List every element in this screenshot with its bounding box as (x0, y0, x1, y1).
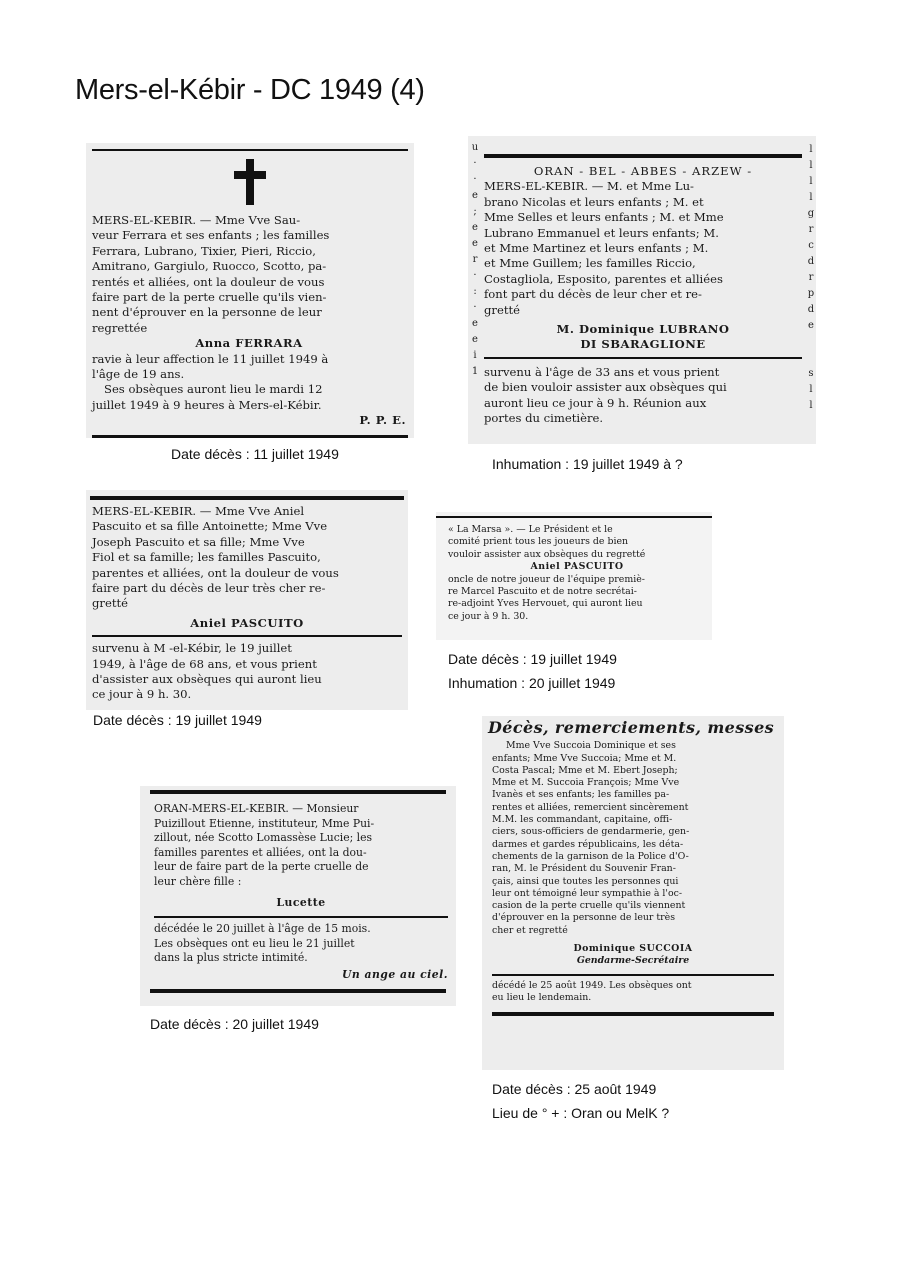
text-line: parentes et alliées, ont la douleur de vous (92, 565, 339, 580)
text-line: darmes et gardes républicains, les déta- (492, 838, 684, 850)
caption: Lieu de ° + : Oran ou MelK ? (492, 1105, 670, 1121)
rule (484, 357, 802, 359)
text-line: survenu à l'âge de 33 ans et vous prient (484, 364, 720, 379)
deceased-name: M. Dominique LUBRANO (556, 322, 730, 337)
caption: Date décès : 11 juillet 1949 (171, 446, 339, 462)
text-line: leur de faire part de la perte cruelle de (154, 860, 369, 874)
text-line: MERS-EL-KEBIR. — M. et Mme Lu- (484, 179, 694, 194)
text-line: comité prient tous les joueurs de bien (448, 536, 629, 548)
text-line: ciers, sous-officiers de gendarmerie, gen- (492, 826, 690, 838)
text-line: enfants; Mme Vve Succoia; Mme et M. (492, 752, 677, 764)
text-line: auront lieu ce jour à 9 h. Réunion aux (484, 395, 707, 410)
deceased-rank: Gendarme-Secrétaire (576, 955, 690, 967)
text-line: re-adjoint Yves Hervouet, qui auront lieu (448, 598, 643, 610)
text-line: gretté (484, 302, 521, 317)
deceased-name: Aniel PASCUITO (530, 561, 624, 573)
text-line: portes du cimetière. (484, 411, 604, 426)
text-line: Lubrano Emmanuel et leurs enfants; M. (484, 225, 719, 240)
text-line: Ses obsèques auront lieu le mardi 12 (104, 382, 323, 397)
text-line: Ferrara, Lubrano, Tixier, Pieri, Riccio, (92, 243, 316, 258)
text-line: zillout, née Scotto Lomassèse Lucie; les (154, 831, 373, 845)
text-line: Fiol et sa famille; les familles Pascuito, (92, 550, 321, 565)
text-line: nent d'éprouver en la personne de leur (92, 305, 322, 320)
text-line: faire part de la perte cruelle qu'ils vien- (92, 290, 327, 305)
text-line: Mme et M. Succoia François; Mme Vve (492, 777, 680, 789)
deceased-name-suffix: DI SBARAGLIONE (580, 337, 706, 352)
text-line: Costa Pascal; Mme et M. Ebert Joseph; (492, 764, 678, 776)
text-line: Puizillout Etienne, instituteur, Mme Pui- (154, 816, 375, 830)
text-line: oncle de notre joueur de l'équipe premiè- (448, 573, 645, 585)
text-line: décédé le 25 août 1949. Les obsèques ont (492, 979, 692, 991)
clipping-succoia (482, 716, 784, 1070)
caption: Inhumation : 19 juillet 1949 à ? (492, 456, 683, 472)
text-line: Ivanès et ses enfants; les familles pa- (492, 789, 670, 801)
text-line: Joseph Pascuito et sa fille; Mme Vve (92, 534, 305, 549)
text-line: l'âge de 19 ans. (92, 367, 185, 382)
text-line: juillet 1949 à 9 heures à Mers-el-Kébir. (92, 397, 322, 412)
text-line: rentes et alliées, remercient sincèrement (492, 801, 689, 813)
text-line: Mme Selles et leurs enfants ; M. et Mme (484, 210, 724, 225)
text-line: regrettée (92, 320, 148, 335)
text-line: ORAN-MERS-EL-KEBIR. — Monsieur (154, 802, 359, 815)
deceased-name: Anna FERRARA (195, 336, 303, 351)
clipping-pascuito-family (86, 490, 408, 710)
text-line: leur chère fille : (154, 874, 242, 888)
text-line: Amitrano, Gargiulo, Ruocco, Scotto, pa- (92, 259, 327, 274)
notice-text (92, 213, 406, 336)
deceased-name: Aniel PASCUITO (190, 615, 304, 630)
text-line: ran, M. le Président du Souvenir Fran- (492, 863, 676, 875)
caption: Date décès : 25 août 1949 (492, 1081, 657, 1097)
caption: Inhumation : 20 juillet 1949 (448, 675, 616, 691)
text-line: brano Nicolas et leurs enfants ; M. et (484, 194, 704, 209)
text-line: faire part du décès de leur très cher re- (92, 581, 326, 596)
region-header: ORAN - BEL - ABBES - ARZEW - (533, 164, 753, 178)
rule (150, 989, 446, 993)
rule (154, 916, 448, 918)
text-line: leur ont témoigné leur sympathie à l'oc- (492, 887, 683, 899)
text-line: cher et regretté (492, 924, 568, 936)
text-line: « La Marsa ». — Le Président et le (448, 524, 613, 535)
text-line: re Marcel Pascuito et de notre secrétai- (448, 586, 637, 598)
clipping-puizillout (140, 786, 456, 1006)
clipping-ferrara (86, 143, 414, 438)
text-line: d'assister aux obsèques qui auront lieu (92, 672, 322, 687)
margin-text: l l l l g r c d r p d e s l l (807, 144, 815, 411)
rule (484, 154, 802, 158)
signature: P. P. E. (359, 413, 406, 428)
text-line: ce jour à 9 h. 30. (448, 610, 529, 622)
text-line: survenu à M -el-Kébir, le 19 juillet (92, 641, 292, 656)
text-line: 1949, à l'âge de 68 ans, et vous prient (92, 656, 317, 671)
rule (492, 1012, 774, 1016)
cross-icon (230, 157, 270, 209)
text-line: Les obsèques ont eu lieu le 21 juillet (154, 936, 355, 950)
text-line: Pascuito et sa fille Antoinette; Mme Vve (92, 519, 328, 534)
page-title: Mers-el-Kébir - DC 1949 (4) (75, 74, 425, 106)
text-line: çais, ainsi que toutes les personnes qui (492, 875, 679, 887)
text-line: chements de la garnison de la Police d'O- (492, 850, 689, 862)
rule (92, 435, 408, 438)
text-line: et Mme Guillem; les familles Riccio, (484, 256, 696, 271)
caption: Date décès : 19 juillet 1949 (448, 651, 617, 667)
text-line: de bien vouloir assister aux obsèques qui (484, 380, 727, 395)
text-line: MERS-EL-KEBIR. — Mme Vve Aniel (92, 504, 305, 518)
clipping-pascuito-club (436, 512, 712, 640)
deceased-name: Lucette (276, 895, 326, 909)
rule (92, 635, 402, 637)
text-line: dans la plus stricte intimité. (154, 951, 308, 965)
text-line: casion de la perte cruelle qu'ils viennent (492, 900, 686, 912)
signature: Un ange au ciel. (341, 967, 448, 981)
text-line: M.M. les commandant, capitaine, offi- (492, 814, 673, 826)
caption: Date décès : 20 juillet 1949 (150, 1016, 319, 1032)
deceased-name: Dominique SUCCOIA (573, 943, 693, 955)
margin-text: u · · e ; e e r · : · e e i 1 (471, 142, 479, 377)
text-line: veur Ferrara et ses enfants ; les familles (92, 228, 330, 243)
text-line: font part du décès de leur cher et re- (484, 287, 702, 302)
text-line: familles parentes et alliées, ont la dou- (154, 845, 367, 859)
text-line: gretté (92, 596, 129, 611)
rule (92, 149, 408, 151)
text-line: d'éprouver en la personne de leur très (492, 912, 676, 924)
section-heading: Décès, remerciements, messes (488, 718, 775, 737)
text-line: ce jour à 9 h. 30. (92, 687, 192, 702)
clipping-lubrano (468, 136, 816, 444)
rule (492, 974, 774, 976)
text-line: eu lieu le lendemain. (492, 991, 592, 1003)
text-line: Costagliola, Esposito, parentes et alliées (484, 271, 723, 286)
text-line: MERS-EL-KEBIR. — Mme Vve Sau- (92, 213, 301, 227)
text-line: et Mme Martinez et leurs enfants ; M. (484, 241, 709, 256)
text-line: vouloir assister aux obsèques du regretté (448, 548, 646, 560)
caption: Date décès : 19 juillet 1949 (93, 712, 262, 728)
text-line: décédée le 20 juillet à l'âge de 15 mois. (154, 922, 371, 936)
text-line: ravie à leur affection le 11 juillet 1949 à (92, 351, 329, 366)
text-line: Mme Vve Succoia Dominique et ses (506, 740, 676, 752)
text-line: rentés et alliées, ont la douleur de vous (92, 274, 325, 289)
